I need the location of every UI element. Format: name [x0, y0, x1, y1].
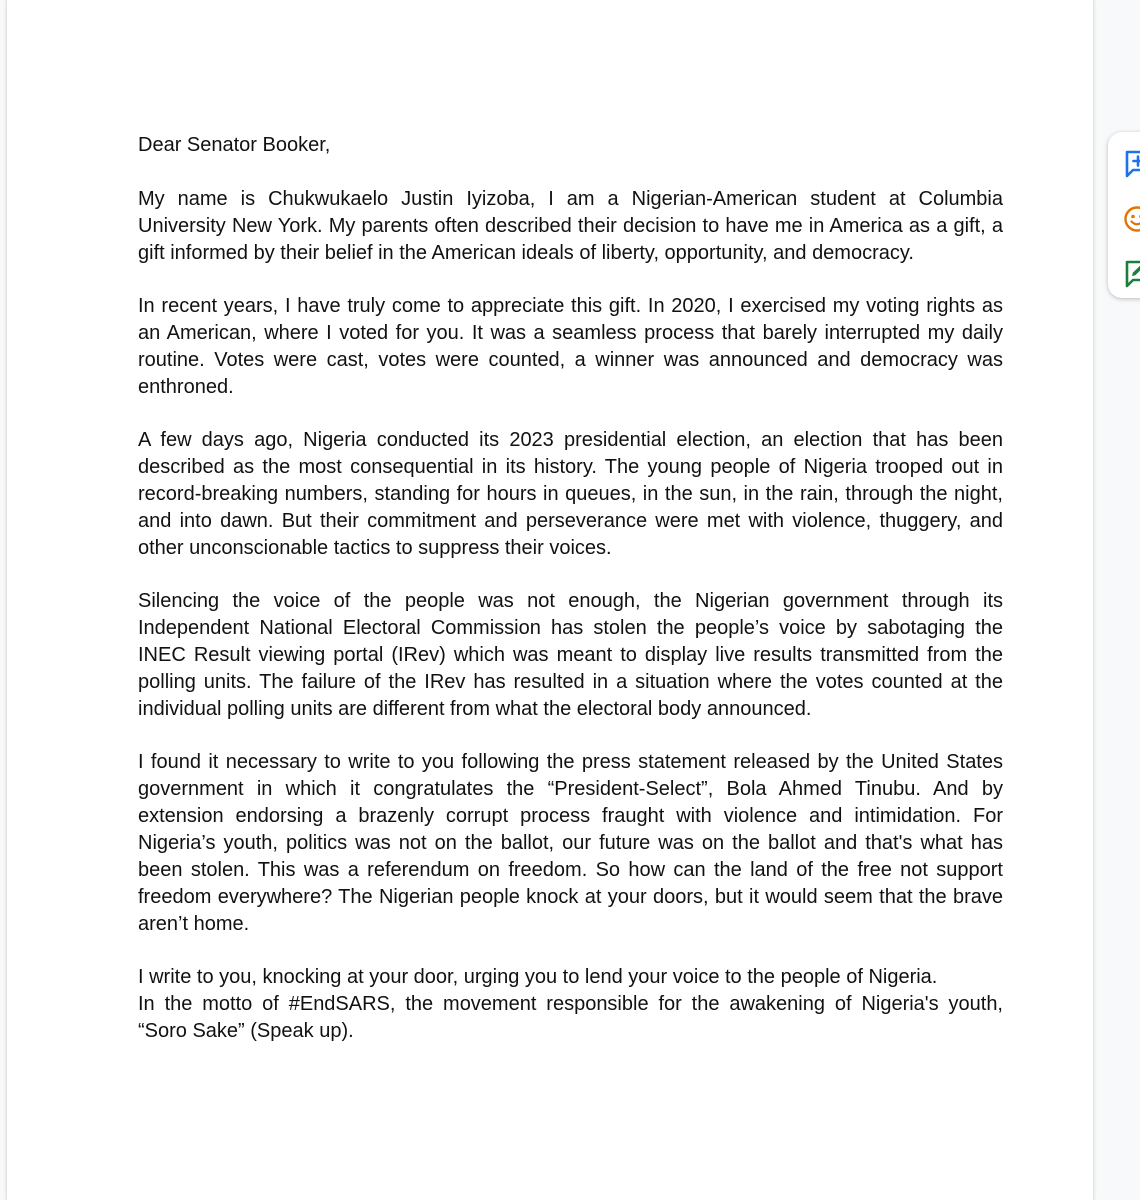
closing-line: “Soro Sake” (Speak up). [138, 1020, 354, 1042]
emoji-reaction-icon [1122, 204, 1140, 234]
letter-paragraph: In recent years, I have truly come to appreciate this gift. In 2020, I exercised my voting rights as an American, where I voted for you. It was a seamless process that barely interrupted my daily routine. Votes were cast, votes were counted, a winner was announced and democracy was enthroned. [138, 295, 1003, 398]
suggest-edits-button[interactable] [1122, 259, 1140, 289]
side-action-panel [1108, 132, 1140, 298]
letter-paragraph: Silencing the voice of the people was not enough, the Nigerian government through its Independent National Electoral Commission has stolen the people’s voice by sabotaging the INEC Result viewing portal (IRev) which was meant to display live results transmitted from the polling units. The failure of the IRev has resulted in a situation where the votes counted at the individual polling units are different from what the electoral body announced. [138, 590, 1003, 720]
add-comment-icon [1122, 149, 1140, 179]
letter-paragraph: A few days ago, Nigeria conducted its 2023 presidential election, an election that has been described as the most consequential in its history. The young people of Nigeria trooped out in record-breaking numbers, standing for hours in queues, in the sun, in the rain, through the night, and into dawn. But their commitment and perseverance were met with violence, thuggery, and other unconscionable tactics to suppress their voices. [138, 429, 1003, 559]
letter-paragraph: I found it necessary to write to you following the press statement released by the United States government in which it congratulates the “President-Select”, Bola Ahmed Tinubu. And by extension endorsing a brazenly corrupt process fraught with violence and intimidation. For Nigeria’s youth, politics was not on the ballot, our future was on the ballot and that's what has been stolen. This was a referendum on freedom. So how can the land of the free not support freedom everywhere? The Nigerian people knock at your doors, but it would seem that the brave aren’t home. [138, 751, 1003, 935]
letter-closing [138, 964, 1003, 1045]
add-emoji-reaction-button[interactable] [1122, 204, 1140, 234]
closing-line: In the motto of #EndSARS, the movement responsible for the awakening of Nigeria's youth, [138, 993, 1003, 1015]
document-page [6, 0, 1094, 1200]
letter-paragraph: My name is Chukwukaelo Justin Iyizoba, I am a Nigerian-American student at Columbia University New York. My parents often described their decision to have me in America as a gift, a gift informed by their belief in the American ideals of liberty, opportunity, and democracy. [138, 188, 1003, 264]
closing-line: I write to you, knocking at your door, urging you to lend your voice to the people of Nigeria. [138, 966, 938, 988]
letter-salutation: Dear Senator Booker, [138, 134, 331, 156]
letter-body [138, 132, 1003, 1045]
suggest-edit-icon [1122, 259, 1140, 289]
add-comment-button[interactable] [1122, 149, 1140, 179]
